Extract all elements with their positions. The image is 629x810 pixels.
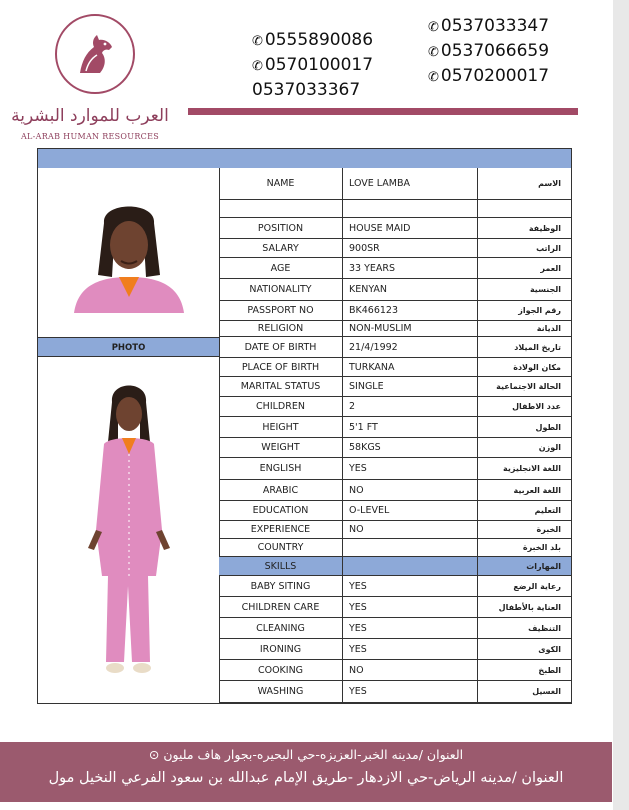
logo-english-text: AL-ARAB HUMAN RESOURCES [20, 132, 160, 141]
field-value: BK466123 [343, 301, 478, 320]
field-value: 33 YEARS [343, 258, 478, 278]
field-label-en: CHILDREN CARE [219, 597, 343, 617]
field-label-en: HEIGHT [219, 417, 343, 437]
table-row [219, 168, 571, 200]
field-label-ar: مكان الولادة [513, 362, 561, 372]
table-row [219, 258, 571, 279]
header-divider [188, 108, 578, 115]
field-label-en: COUNTRY [219, 539, 343, 556]
field-label-ar: رعاية الرضع [513, 581, 561, 591]
table-row [219, 539, 571, 557]
field-label-en: PASSPORT NO [219, 301, 343, 320]
field-label-ar: التنظيف [528, 623, 561, 633]
field-label-ar: الحالة الاجتماعية [496, 382, 561, 391]
phone-number[interactable]: ✆ 0537033347 [428, 14, 549, 39]
field-value: 2 [343, 397, 478, 416]
table-row [219, 397, 571, 417]
field-label-ar: رقم الجواز [518, 306, 561, 315]
address-footer [0, 742, 612, 802]
field-value: 21/4/1992 [343, 337, 478, 357]
field-value: 58KGS [343, 438, 478, 457]
phone-icon: ✆ [252, 34, 263, 49]
phone-icon: ✆ [428, 20, 439, 35]
field-label-en: COOKING [219, 660, 343, 680]
field-label-en: NAME [219, 168, 343, 199]
portrait-photo [38, 168, 219, 337]
field-label-ar: اللغة العربية [513, 485, 561, 495]
company-logo [10, 14, 170, 144]
field-label-ar: عدد الاطفال [512, 402, 561, 411]
field-label-en [219, 200, 343, 217]
field-label-en: ARABIC [219, 480, 343, 500]
phone-icon: ✆ [252, 59, 263, 74]
horse-logo-icon [55, 14, 135, 94]
table-row [219, 576, 571, 597]
field-value: HOUSE MAID [343, 218, 478, 238]
field-label-ar: الجنسية [529, 285, 561, 294]
field-label-en: SALARY [219, 239, 343, 257]
table-row [219, 218, 571, 239]
field-label-en: MARITAL STATUS [219, 377, 343, 396]
address-line-2: العنوان /مدينه الرياض-حي الازدهار -طريق الإمام عبدالله بن سعود الفرعي النخيل مول [48, 770, 564, 786]
phone-list-left [252, 28, 373, 103]
field-value: O-LEVEL [343, 501, 478, 520]
logo-arabic-text: العرب للموارد البشرية [11, 106, 169, 126]
table-row [219, 301, 571, 321]
field-label-ar: الوزن [538, 443, 561, 452]
phone-number[interactable]: 0537033367 [252, 80, 361, 100]
table-row [219, 200, 571, 218]
table-row [219, 597, 571, 618]
field-value: NO [343, 480, 478, 500]
phone-list-right [428, 14, 549, 89]
field-label-en: WEIGHT [219, 438, 343, 457]
field-label-en: CLEANING [219, 618, 343, 638]
field-value: 5'1 FT [343, 417, 478, 437]
field-label-ar: الاسم [538, 179, 561, 188]
field-value: YES [343, 597, 478, 617]
photo-label: PHOTO [38, 337, 219, 357]
field-label-ar: بلد الخبرة [522, 543, 561, 552]
field-value: 900SR [343, 239, 478, 257]
phone-number[interactable]: ✆ 0570100017 [252, 53, 373, 78]
table-top-bar [38, 149, 571, 168]
field-label-en: WASHING [219, 681, 343, 702]
field-label-ar: الطبخ [538, 665, 561, 675]
photo-column [38, 168, 220, 703]
field-label-ar: اللغة الانجليزية [503, 464, 561, 473]
table-row [219, 480, 571, 501]
field-label-ar: الوظيفة [528, 223, 561, 233]
field-value: YES [343, 681, 478, 702]
field-label-ar: الديانة [536, 324, 561, 333]
table-row [219, 660, 571, 681]
table-row [219, 681, 571, 703]
field-value: NO [343, 521, 478, 538]
field-value: YES [343, 639, 478, 659]
full-body-photo [38, 357, 219, 703]
field-value [343, 557, 478, 575]
phone-number[interactable]: ✆ 0570200017 [428, 64, 549, 89]
field-label-ar: التعليم [534, 506, 561, 515]
phone-number[interactable]: ✆ 0537066659 [428, 39, 549, 64]
field-label-ar: العناية بالأطفال [498, 602, 561, 612]
table-row [219, 521, 571, 539]
field-value: NON-MUSLIM [343, 321, 478, 336]
field-label-en: CHILDREN [219, 397, 343, 416]
field-label-en: AGE [219, 258, 343, 278]
table-row [219, 377, 571, 397]
phone-number[interactable]: ✆ 0555890086 [252, 28, 373, 53]
field-value: TURKANA [343, 358, 478, 376]
field-value: YES [343, 576, 478, 596]
field-label-ar: الطول [535, 422, 561, 432]
field-value [343, 539, 478, 556]
field-value [343, 200, 478, 217]
table-row [219, 438, 571, 458]
field-label-en: SKILLS [219, 557, 343, 575]
table-row [219, 458, 571, 480]
location-pin-icon: ⊙ [148, 747, 160, 762]
field-label-en: EXPERIENCE [219, 521, 343, 538]
address-line-1: ⊙ العنوان /مدينه الخبر-العزيزه-حي البحيره-بجوار هاف مليون [148, 747, 464, 762]
field-value: LOVE LAMBA [343, 168, 478, 199]
field-label-en: EDUCATION [219, 501, 343, 520]
field-value: YES [343, 618, 478, 638]
table-row [219, 358, 571, 377]
field-value: NO [343, 660, 478, 680]
phone-icon: ✆ [428, 70, 439, 85]
field-value: SINGLE [343, 377, 478, 396]
field-label-ar: تاريخ الميلاد [514, 342, 561, 352]
field-label-ar: الكوى [538, 644, 561, 654]
table-row [219, 417, 571, 438]
field-label-ar: الغسيل [532, 687, 561, 696]
field-label-en: PLACE OF BIRTH [219, 358, 343, 376]
table-row [219, 501, 571, 521]
field-label-en: DATE OF BIRTH [219, 337, 343, 357]
field-label-ar: الراتب [536, 243, 561, 253]
field-label-ar [478, 200, 571, 217]
table-row [219, 557, 571, 576]
field-value: YES [343, 458, 478, 479]
field-value: KENYAN [343, 279, 478, 300]
cv-table [37, 148, 572, 704]
phone-icon: ✆ [428, 45, 439, 60]
table-row [219, 618, 571, 639]
field-label-ar: العمر [540, 263, 561, 273]
field-label-en: POSITION [219, 218, 343, 238]
table-row [219, 279, 571, 301]
page-edge [613, 0, 629, 810]
field-label-en: RELIGION [219, 321, 343, 336]
field-label-en: ENGLISH [219, 458, 343, 479]
field-label-en: NATIONALITY [219, 279, 343, 300]
field-label-ar: الخبرة [536, 525, 561, 534]
table-row [219, 337, 571, 358]
table-row [219, 321, 571, 337]
field-label-en: IRONING [219, 639, 343, 659]
field-label-en: BABY SITING [219, 576, 343, 596]
table-row [219, 639, 571, 660]
table-row [219, 239, 571, 258]
field-label-ar: المهارات [526, 561, 561, 571]
